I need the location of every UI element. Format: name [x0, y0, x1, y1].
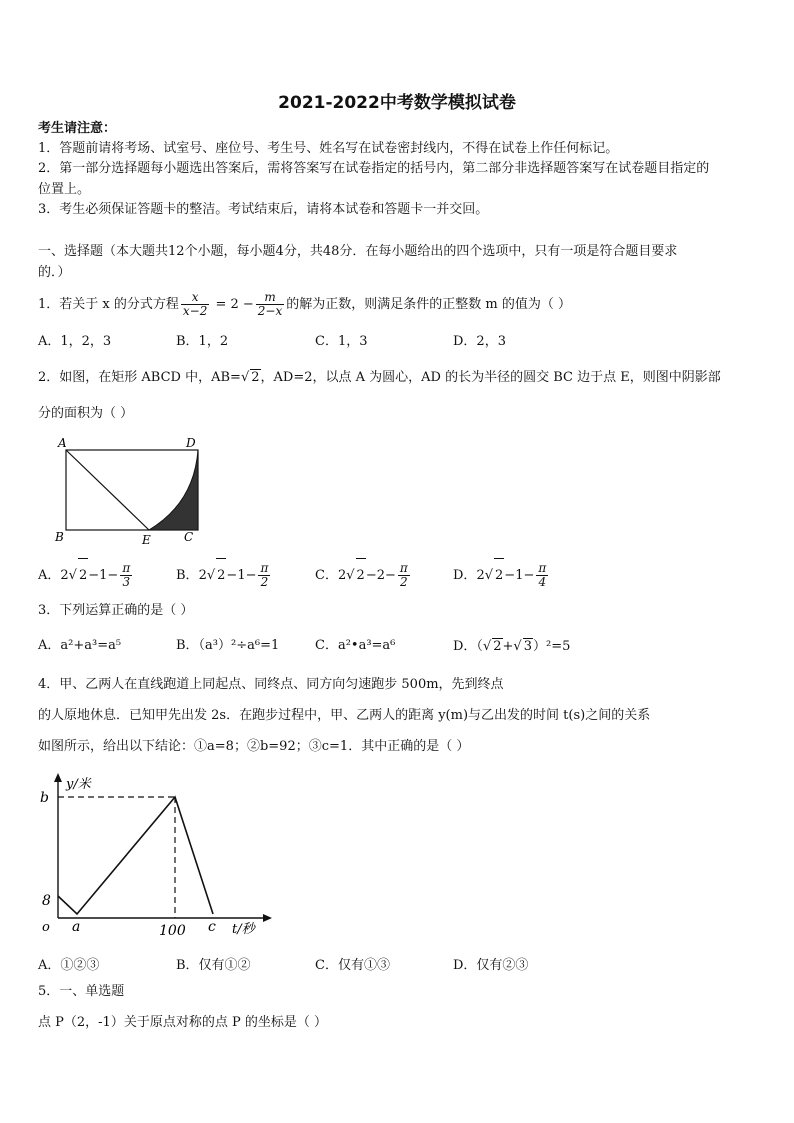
q4-line-3 [38, 739, 469, 755]
sqrt-icon: √ [206, 568, 216, 583]
q1-frac1-num: x [181, 291, 209, 305]
page-title: 2021-2022中考数学模拟试卷 [278, 93, 516, 113]
q4-option-c[interactable]: C．仅有①③ [315, 958, 390, 973]
q2-option-d[interactable] [453, 558, 550, 593]
q1-prefix: 1．若关于 x 的分式方程 [38, 297, 179, 312]
q2-opt-c-num: π [399, 561, 408, 575]
label-a: A [58, 436, 67, 450]
q2-opt-b-num: π [260, 561, 269, 575]
circled-1-icon: ① [194, 739, 208, 754]
q2-rectangle-figure [52, 433, 212, 548]
q2-text-1b: ，AD=2，以点 A 为圆心，AD 的长为半径的圆交 BC 边于点 E，则图中阴影部 [260, 370, 721, 385]
q1-option-c[interactable]: C．1，3 [315, 334, 368, 349]
label-e: E [142, 533, 151, 547]
label-c: C [184, 530, 194, 544]
q2-text-line-2: 分的面积为（ ） [38, 406, 134, 421]
q4-option-a[interactable]: A．①②③ [38, 958, 100, 973]
origin-label: o [42, 920, 50, 935]
q1-frac2-den: 2−x [257, 304, 283, 318]
q1-suffix: 的解为正数，则满足条件的正整数 m 的值为（ ） [286, 297, 571, 312]
q1-mid: = 2 − [211, 297, 254, 312]
q5-text: 点 P（2，-1）关于原点对称的点 P 的坐标是（ ） [38, 1015, 327, 1030]
y-tick-8: 8 [42, 893, 51, 909]
q3-text: 3．下列运算正确的是（ ） [38, 603, 194, 618]
q3-opt-d-plus: + [502, 639, 514, 654]
q2-opt-d-den: 4 [538, 575, 547, 589]
q4-line-1: 4．甲、乙两人在直线跑道上同起点、同终点、同方向匀速跑步 500m，先到终点 [38, 677, 504, 692]
q4-c2-text: b=92； [259, 739, 309, 754]
q4-c3-text: c=1．其中正确的是（ ） [321, 739, 470, 754]
q4-line-2: 的人原地休息．已知甲先出发 2s．在跑步过程中，甲、乙两人的距离 y(m)与乙出发的时间 t(s)之间的关系 [38, 708, 651, 723]
y-axis-arrow-icon [54, 773, 62, 782]
notice-line-1: 1．答题前请将考场、试室号、座位号、考生号、姓名写在试卷密封线内，不得在试卷上作任何标记。 [38, 141, 619, 156]
q3-opt-d-end: ）²=5 [533, 639, 571, 654]
notice-line-3: 3．考生必须保证答题卡的整洁。考试结束后，请将本试卷和答题卡一并交回。 [38, 202, 489, 217]
q2-opt-c-label: C． [315, 568, 338, 583]
q2-opt-c-rad: 2 [356, 558, 366, 593]
label-d: D [186, 436, 196, 450]
q2-opt-a-den: 3 [122, 575, 131, 589]
q2-opt-a-rad: 2 [78, 558, 88, 593]
q4-option-b[interactable]: B．仅有①② [176, 958, 251, 973]
segment-ae [66, 450, 149, 530]
section-heading-line-2: 的．） [38, 265, 71, 280]
notice-line-2b: 位置上。 [38, 182, 91, 197]
q4-option-d[interactable]: D．仅有②③ [453, 958, 529, 973]
q3-opt-d-r2: 3 [523, 639, 532, 654]
q2-opt-b-post: −1− [226, 568, 257, 583]
circled-3-icon: ③ [308, 739, 322, 754]
q2-opt-a-pre: 2 [60, 568, 69, 583]
q3-option-c[interactable]: C．a²•a³=a⁶ [315, 638, 396, 653]
x-axis-arrow-icon [263, 914, 272, 922]
notice-heading: 考生请注意： [38, 121, 117, 136]
q2-option-b[interactable] [176, 558, 272, 593]
q2-opt-b-frac [258, 562, 270, 589]
q2-opt-d-rad: 2 [494, 558, 504, 593]
q2-opt-c-post: −2− [365, 568, 396, 583]
q3-opt-d-r1: 2 [493, 639, 502, 654]
q2-text-line-1 [38, 369, 721, 386]
label-b: B [55, 530, 64, 544]
circled-2-icon: ② [246, 739, 260, 754]
sqrt-icon: √ [240, 370, 250, 385]
notice-line-2a: 2．第一部分选择题每小题选出答案后，需将答案写在试卷指定的括号内，第二部分非选择题答案写在试卷题目指定的 [38, 161, 710, 176]
q2-opt-b-rad: 2 [216, 558, 226, 593]
q3-option-b[interactable]: B．（a³）²÷a⁶=1 [176, 638, 280, 653]
q3-opt-d-label: D．（ [453, 639, 483, 654]
q1-fraction-2 [256, 291, 284, 318]
sqrt-icon: √ [68, 568, 77, 583]
q5-heading: 5．一、单选题 [38, 984, 125, 999]
q2-opt-d-post: −1− [504, 568, 535, 583]
shaded-region [149, 450, 198, 530]
q2-opt-c-frac [398, 562, 410, 589]
q2-opt-c-den: 2 [400, 575, 408, 589]
q1-frac2-num: m [256, 291, 284, 305]
q1-frac1-den: x−2 [182, 304, 208, 318]
y-tick-b: b [40, 790, 49, 806]
q2-opt-b-den: 2 [260, 575, 269, 589]
section-heading-line-1: 一、选择题（本大题共12个小题，每小题4分，共48分．在每小题给出的四个选项中，只有一项是符合题目要求 [38, 244, 678, 259]
y-axis-label: y/米 [66, 777, 91, 792]
question-1 [38, 288, 571, 322]
q2-opt-d-num: π [538, 561, 547, 575]
q4-line3-a: 如图所示，给出以下结论： [38, 739, 195, 754]
q2-opt-d-frac [536, 562, 548, 589]
x-axis-label: t/秒 [232, 922, 255, 937]
q2-option-a[interactable] [38, 558, 134, 593]
q2-opt-d-label: D． [453, 568, 477, 583]
sqrt-icon: √ [482, 639, 492, 654]
q3-option-d[interactable] [453, 638, 570, 655]
q4-c1-text: a=8； [207, 739, 247, 754]
distance-curve [58, 797, 213, 914]
q3-option-a[interactable]: A．a²+a³=a⁵ [38, 638, 122, 653]
q1-fraction-1 [181, 291, 209, 318]
q2-sqrt-arg: 2 [251, 370, 260, 385]
q2-text-1a: 2．如图，在矩形 ABCD 中，AB= [38, 370, 241, 385]
q2-opt-b-label: B． [176, 568, 199, 583]
x-tick-100: 100 [159, 923, 186, 939]
q2-opt-a-frac [120, 562, 132, 589]
q2-opt-d-pre: 2 [476, 568, 485, 583]
x-tick-a: a [72, 919, 81, 935]
x-tick-c: c [208, 919, 216, 935]
q2-opt-a-post: −1− [88, 568, 119, 583]
sqrt-icon: √ [513, 639, 522, 654]
q1-option-d[interactable]: D．2，3 [453, 334, 506, 349]
q2-opt-c-pre: 2 [337, 568, 347, 583]
sqrt-icon: √ [484, 568, 494, 583]
sqrt-icon: √ [346, 568, 355, 583]
q1-option-a[interactable]: A．1，2，3 [38, 334, 112, 349]
q2-option-c[interactable] [315, 558, 412, 593]
q4-distance-time-graph [36, 768, 276, 943]
q1-option-b[interactable]: B．1，2 [176, 334, 229, 349]
q2-opt-a-num: π [122, 561, 131, 575]
q2-opt-a-label: A． [38, 568, 61, 583]
q2-opt-b-pre: 2 [198, 568, 207, 583]
